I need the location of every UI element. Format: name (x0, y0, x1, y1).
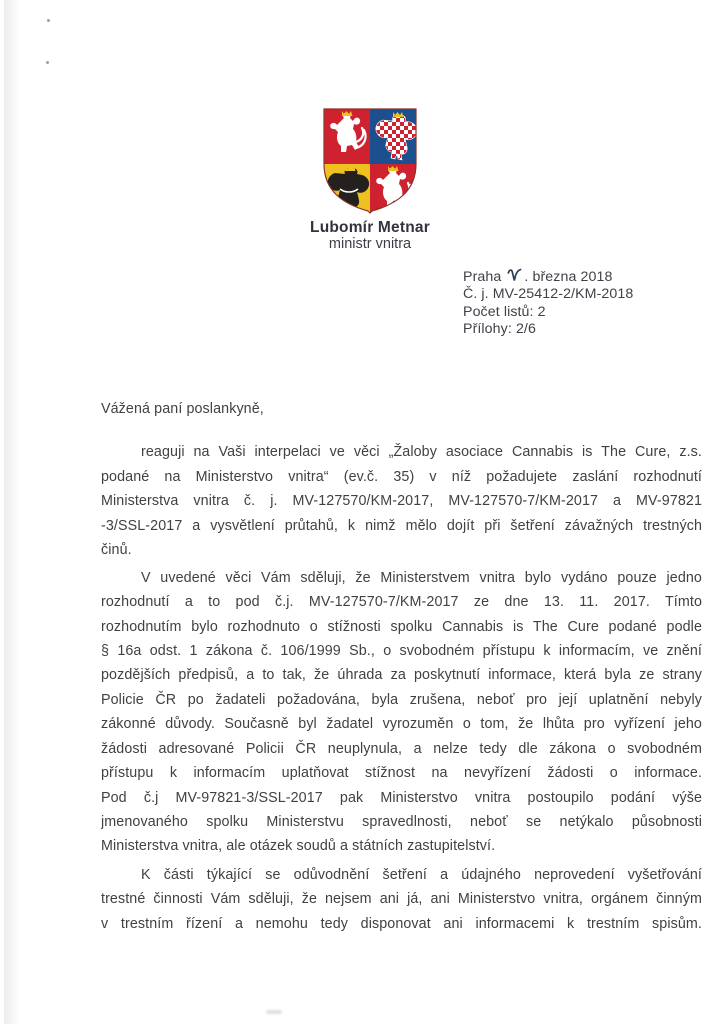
paragraph (101, 863, 702, 936)
salutation: Vážená paní poslankyně, (101, 401, 264, 417)
scan-speck (46, 61, 49, 64)
place-date-line (463, 266, 693, 286)
letter-line: žádosti adresované Policii ČR neuplynula, a nelze tedy dle zákona o svobodném (101, 740, 702, 757)
attachments-count: Přílohy: 2/6 (463, 320, 536, 337)
letter-body (101, 397, 702, 936)
sheet-count: Počet listů: 2 (463, 303, 546, 320)
date-rest: . března 2018 (524, 269, 613, 285)
letter-line: trestné činnosti Vám sděluji, že nejsem ani já, ani Ministerstvo vnitra, orgánem činným (101, 891, 702, 908)
letter-line: Ministerstva vnitra, ale otázek soudů a státních zastupitelství. (101, 838, 496, 855)
minister-role: ministr vnitra (328, 236, 412, 252)
scan-speck (47, 19, 50, 22)
reference-block (463, 266, 693, 338)
letter-line: Policie ČR po žadateli požadována, byla zrušena, neboť pro její uplatnění nebyly (101, 691, 702, 708)
letter-line: Ministerstva vnitra č. j. MV-127570/KM-2017, MV-127570-7/KM-2017 a MV-97821 (101, 493, 702, 510)
czech-coat-of-arms-icon (320, 106, 420, 214)
letter-line: -3/SSL-2017 a vysvětlení průtahů, k nimž mělo dojít při šetření závažných trestných (101, 517, 702, 534)
letter-line: § 16a odst. 1 zákona č. 106/1999 Sb., o svobodném přístupu k informacím, ve znění (101, 642, 702, 659)
letter-line: Pod č.j MV-97821-3/SSL-2017 pak Ministerstvo vnitra postoupilo podání výše (101, 789, 702, 806)
letter-line: K části týkající se odůvodnění šetření a údajného neprovedení vyšetřování (141, 866, 702, 883)
paragraph (101, 440, 702, 562)
paragraph (101, 566, 702, 859)
letter-line: přístupu k informacím uplatňovat stížnost na nevyřízení žádosti o informace. (101, 765, 702, 782)
letter-line: rozhodnutím bylo rozhodnuto o stížnosti spolku Cannabis is The Cure podané podle (101, 618, 702, 635)
letter-line: V uvedené věci Vám sděluji, že Ministerstvem vnitra bylo vydáno pouze jedno (141, 569, 702, 586)
letter-line: reaguji na Vaši interpelaci ve věci „Žaloby asociace Cannabis is The Cure, z.s. (141, 444, 702, 461)
scan-edge-shadow (4, 0, 20, 1024)
minister-name: Lubomír Metnar (310, 219, 430, 236)
scan-smudge (266, 1010, 282, 1014)
letter-line: podané na Ministerstvo vnitra“ (ev.č. 35) v níž požadujete zaslání rozhodnutí (101, 468, 702, 485)
handwritten-day-mark (506, 265, 524, 285)
reference-number: Č. j. MV-25412-2/KM-2018 (463, 286, 634, 303)
letter-line: jmenovaného spolku Ministerstvu spravedlnosti, neboť se netýkalo působnosti (101, 814, 702, 831)
paragraphs (101, 440, 702, 936)
letter-line: v trestním řízení a nemohu tedy disponovat ani informacemi k trestním spisům. (101, 915, 702, 932)
handwritten-day-value (524, 266, 525, 267)
letter-line: činů. (101, 542, 132, 559)
letter-line: pozdějších předpisů, a to tak, že úhrada za poskytnutí informace, která byla ze strany (101, 667, 702, 684)
letter-line: zákonné důvody. Současně byl žadatel vyrozuměn o tom, že lhůta pro vyřízení jeho (101, 716, 702, 733)
city-label: Praha (463, 269, 502, 285)
letter-line: rozhodnutí a to pod č.j. MV-127570-7/KM-2017 ze dne 13. 11. 2017. Tímto (101, 594, 702, 611)
